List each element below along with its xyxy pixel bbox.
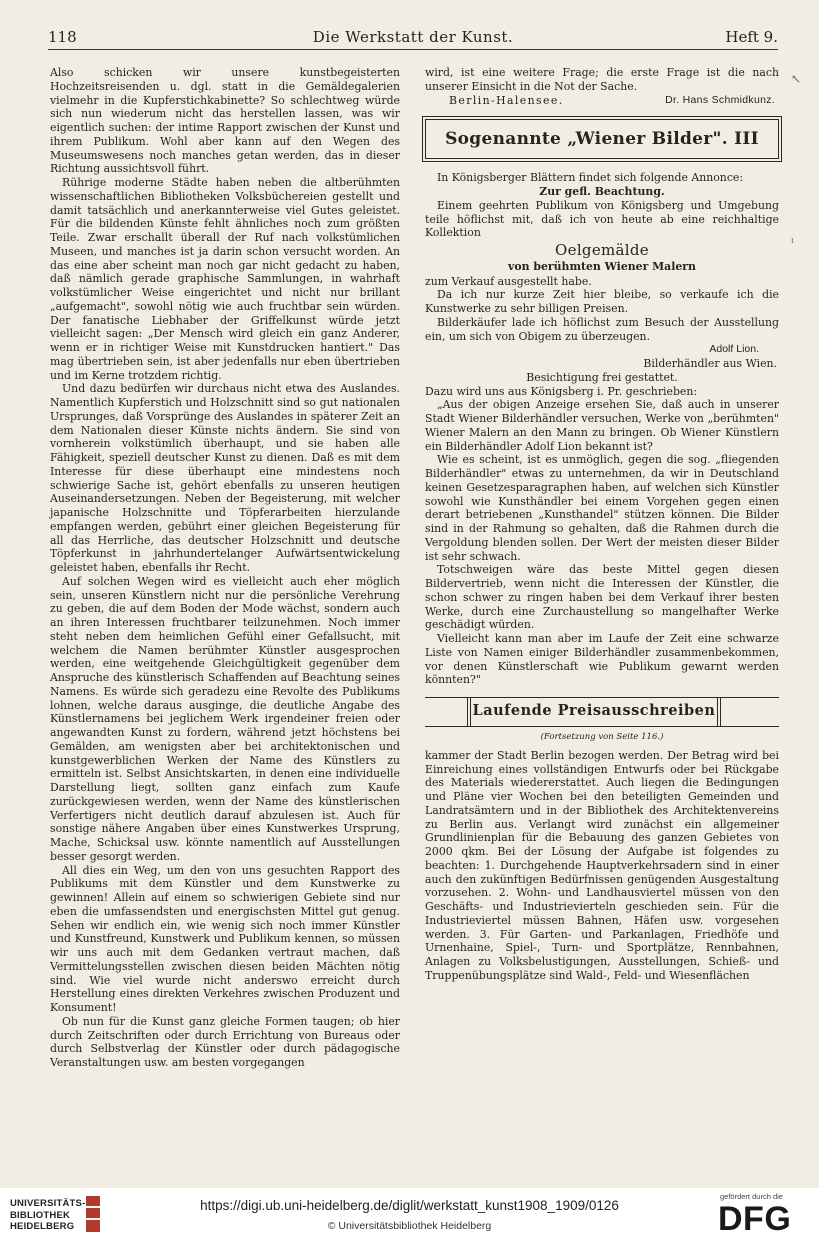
article-body (425, 385, 779, 688)
paragraph: Ob nun für die Kunst ganz gleiche Formen taugen; ob hier durch Zeitschriften oder durch Errichtung von Bureaus oder durch Selbstverlag der Künstler oder durch pädagogische Veranstaltungen usw. am besten vorgegangen (50, 1014, 400, 1069)
library-line-1: UNIVERSITÄTS- (10, 1198, 86, 1209)
ad-paragraph-1: zum Verkauf ausgestellt habe. (425, 274, 592, 288)
paragraph: Dazu wird uns aus Königsberg i. Pr. geschrieben: (425, 384, 698, 398)
library-line-2: BIBLIOTHEK (10, 1209, 71, 1221)
left-column (50, 66, 400, 1070)
paragraph: All dies ein Weg, um den von uns gesuchten Rapport des Publikums mit dem Künstler und dem Kunstwerke zu gewinnen! Allein auf einem so schwierigen Gebiete sind nur eben die umfassendsten und energischsten Mittel gut genug. Sehen wir endlich ein, wie wenig sich noch immer Künstler und Kunstfreund, Kunstwerk und Publikum kennen, so müssen wir uns auch mit dem Gedanken vertraut machen, daß Vermittelungsstellen zwischen diesen beiden Mächten nötig sind. Wie viel wurde nicht anderswo erreicht durch Herstellung eines direkten Verkehres zwischen Produzent und Konsument! (50, 863, 400, 1014)
ad-paragraph-3: Bilderkäufer lade ich höflichst zum Besuch der Ausstellung ein, um sich von Obigem zu überzeugen. (425, 315, 779, 343)
continuation-note: (Fortsetzung von Seite 116.) (540, 732, 664, 742)
ad-heading: Oelgemälde (555, 241, 649, 259)
section-title-box: Sogenannte „Wiener Bilder". III (425, 119, 779, 159)
paragraph: Rührige moderne Städte haben neben die altberühmten wissenschaftlichen Bibliotheken Volksbüchereien gestellt und damit tatsächlich und anerkannterweise viel Gutes geleistet. Für die bildenden Künste fehlt ähnliches noch zum größten Teile. Zwar erschallt überall der Ruf nach volkstümlichen Museen, und manches ist ja darin schon versucht worden. An das eine aber scheint man noch gar nicht gedacht zu haben, daß nämlich gerade graphische Sammlungen, in wahrhaft volkstümlicher Weise eingerichtet und nicht nur brillant „aufgemacht", sowohl nötig wie auch fruchtbar sein würden. Der fanatische Liebhaber der Griffelkunst würde jetzt vielleicht sagen: „Der Mensch wird gleich ein ganz Anderer, wenn er in richtiger Weise mit Kunstdrucken hantiert." Das mag übertrieben sein, ist aber jedenfalls nur eben übertrieben und im Kerne trotzdem richtig. (50, 176, 400, 382)
margin-mark: ↖ (791, 72, 802, 86)
table-left-cell (425, 698, 468, 726)
article-ending: wird, ist eine weitere Frage; die erste Frage ist die nach unserer Einsicht in die Not der Sache. (425, 66, 779, 93)
right-column (425, 66, 779, 983)
ad-paragraph-2: Da ich nur kurze Zeit hier bleibe, so verkaufe ich die Kunstwerke zu sehr billigen Preisen. (425, 288, 779, 315)
ad-text: Einem geehrten Publikum von Königsberg und Umgebung teile höflichst mit, daß ich von heute ab eine reichhaltige Kollektion (425, 198, 779, 240)
ad-name: Adolf Lion. (709, 343, 759, 356)
author-signature (425, 94, 779, 108)
paragraph: Vielleicht kann man aber im Laufe der Zeit eine schwarze Liste von Namen einiger Bilderhändler zusammenbekommen, vor denen Künstlerschaft wie Publikum gewarnt werden könnten?" (425, 632, 779, 687)
paragraph: Wie es scheint, ist es unmöglich, gegen die sog. „fliegenden Bilderhändler" etwas zu unternehmen, da wir in Deutschland keinen Gesetzesparagraphen haben, auf welchen sich Künstler sowohl wie Kunsthändler bei einem Vorgehen gegen einen derart betriebenen „Kunsthandel" stützen können. Die Bilder sind in der Rahmung so gehalten, daß die Rahmen durch die Vergoldung blenden sollen. Der Wert der meisten dieser Bilder ist sehr schwach. (425, 453, 779, 563)
signature-name: Dr. Hans Schmidkunz. (665, 93, 775, 106)
page-header (48, 27, 778, 50)
ad-notice: Zur gefl. Beachtung. (539, 185, 665, 198)
copyright-text: © Universitätsbibliothek Heidelberg (327, 1220, 492, 1232)
table-right-cell (720, 698, 779, 726)
funding-label: gefördert durch die (720, 1192, 783, 1201)
paragraph: Auf solchen Wegen wird es vielleicht auch eher möglich sein, unseren Künstlern nicht nur die persönliche Verehrung zu geben, die auf dem Boden der Mode wächst, sondern auch an ihren Interessen fruchtbarer teilzunehmen. Noch immer steht neben dem heimlichen Gefühl einer Gefallsucht, mit welchem die Namen berühmter Künstler ausgesprochen werden, eine weitgehende Gleichgültigkeit gegenüber dem Anspruche des künstlerisch Schaffenden auf Beachtung seines Namens. Es würde sich geradezu eine Revolte des Publikums lohnen, welche daraus ausginge, die deutliche Angabe des Künstlernamens bei jeglichem Werk irgendeiner freien oder angewandten Kunst zu fordern, während jetzt höchstens bei Gemälden, am wenigsten aber bei architektonischen und kunstgewerblichen Werken der Name des Künstlers zu ermitteln ist. Selbst Ansichtskarten, in denen eine individuelle Darstellung liegt, sollten ganz einfach zum Kaufe zurückgewiesen werden, wenn der Name des künstlerischen Verfertigers nicht deutlich darauf abzulesen ist. Auch für sonstige nähere Angaben über eines Kunstwerkes Ursprung, Mache, Schicksal usw. könnte namentlich auf Ausstellungen besser gesorgt werden. (50, 574, 400, 863)
paragraph: Totschweigen wäre das beste Mittel gegen diesen Bildervertrieb, wenn nicht die Interessen der Künstler, die schon schwer zu ringen haben bei dem Verkauf ihrer besten Werke, durch eine Zurchaustellung so mangelhafter Werke geschädigt würden. (425, 563, 779, 632)
ad-subheading: von berühmten Wiener Malern (508, 259, 696, 273)
ad-viewing: Besichtigung frei gestattet. (526, 370, 678, 384)
paragraph: Und dazu bedürfen wir durchaus nicht etwa des Auslandes. Namentlich Kupferstich und Holzschnitt sind so gut nationalen Ursprunges, daß Vorsprünge des Auslandes in späterer Zeit an dem Nationalen dieser Künste nichts ändern. Sie sind von vornherein volkstümlich überhaupt, und sie haben alle Fähigkeit, speziell deutscher Kunst zu dienen. Daß es mit dem Interesse für diese überhaupt eine mindestens noch schwierige Sache ist, gehört ebenfalls zu unseren heutigen Auseinandersetzungen. Neben der Begeisterung, mit welcher japanische Holzschnitte und Töpferarbeiten hierzulande empfangen werden, gebührt einer gleichen Begeisterung für all das Herrliche, das deutscher Holzschnitt und deutsche Töpferkunst in jahrhundertelanger Aufwärtsentwickelung geleistet haben, ebenfalls ihr Recht. (50, 382, 400, 574)
issue-label: Heft 9. (725, 28, 778, 46)
journal-title: Die Werkstatt der Kunst. (312, 28, 514, 46)
permalink-url[interactable]: https://digi.ub.uni-heidelberg.de/diglit/werkstatt_kunst1908_1909/0126 (200, 1198, 619, 1213)
margin-mark: ˡ (791, 236, 794, 250)
section-title-2: Laufende Preisausschreiben (470, 697, 718, 727)
paragraph: „Aus der obigen Anzeige ersehen Sie, daß auch in unserer Stadt Wiener Bilderhändler versuchen, Werke von „berühmten" Wiener Malern an den Mann zu bringen. Ob Wiener Künstlern ein Bilderhändler Adolf Lion bekannt ist? (425, 398, 779, 453)
section-title-table (425, 697, 779, 727)
footer-bar (0, 1188, 819, 1244)
ad-role: Bilderhändler aus Wien. (643, 357, 777, 370)
paragraph: kammer der Stadt Berlin bezogen werden. Der Betrag wird bei Einreichung eines vollständigen Entwurfs oder bei Rückgabe des Materials wiedererstattet. Auch liegen die Bedingungen und Pläne vier Wochen bei den beteiligten Gemeinden und Landratsämtern und in der Bibliothek des Architektenvereins zu Berlin aus. Verlangt wird zunächst ein allgemeiner Grundlinienplan für die Bebauung des ganzen Gebietes von 2000 qkm. Bei der Lösung der Aufgabe ist folgendes zu beachten: 1. Durchgehende Hauptverkehrsadern sind in einer auch den zukünftigen Bedürfnissen genügenden Ausgestaltung vorzusehen. 2. Wohn- und Landhausviertel müssen von den Geschäfts- und Industrievierteln geschieden sein. Für die Industrieviertel müssen Bahnen, Häfen usw. vorgesehen werden. 3. Für Garten- und Parkanlagen, Friedhöfe und Urnenhaine, Spiel-, Turn- und Sportplätze, Rennbahnen, Anlagen zu Volksbelustigungen, Ausstellungen, Schieß- und Truppenübungsplätze sind Wald-, Feld- und Wiesenflächen (425, 748, 779, 982)
page-number: 118 (48, 28, 77, 46)
intro-text: In Königsberger Blättern findet sich folgende Annonce: (437, 171, 744, 185)
signature-place: Berlin-Halensee. (449, 93, 564, 107)
competition-text (425, 749, 779, 983)
paragraph: Also schicken wir unsere kunstbegeisterten Hochzeitsreisenden u. dgl. statt in die Gemäldegalerien vielmehr in die Kupferstichkabinette? So schlechtweg würde sich nun wiederum nicht das herstellen lassen, was wir eigentlich suchen: der intime Rapport zwischen der Kunst und ihrem Publikum. Wohl aber kann auf den Wegen des Museumswesens noch manches getan werden, das in dieser Richtung aussichtsvoll führt. (50, 66, 400, 176)
library-line-3: HEIDELBERG (10, 1221, 75, 1232)
dfg-logo: DFG (718, 1200, 792, 1238)
